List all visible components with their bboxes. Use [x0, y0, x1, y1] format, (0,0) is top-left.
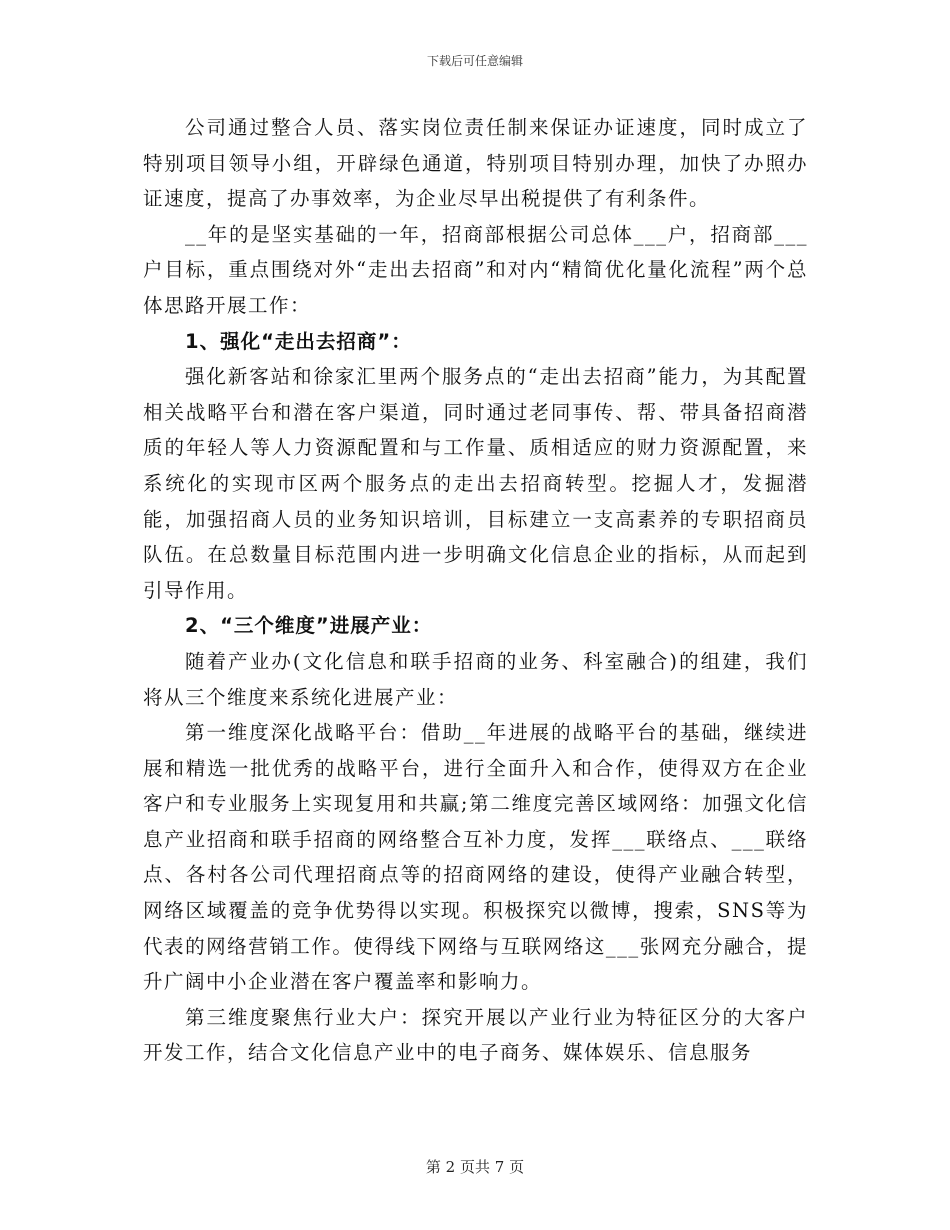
page-header: 下载后可任意编辑: [426, 54, 523, 68]
document-body: [143, 110, 808, 1071]
paragraph-1: 公司通过整合人员、落实岗位责任制来保证办证速度，同时成立了特别项目领导小组，开辟绿色通道，特别项目特别办理，加快了办照办证速度，提高了办事效率，为企业尽早出税提供了有利条件。: [143, 116, 808, 211]
section-heading-1: 1、强化“走出去招商”：: [185, 329, 412, 353]
paragraph-5: 第一维度深化战略平台：借助__年进展的战略平台的基础，继续进展和精选一批优秀的战略平台，进行全面升入和合作，使得双方在企业客户和专业服务上实现复用和共赢;第二维度完善区域网络：加强文化信息产业招商和联手招商的网络整合互补力度，发挥___联络点、___联络点、各村各公司代理招商点等的招商网络的建设，使得产业融合转型，网络区域覆盖的竞争优势得以实现。积极探究以微博，搜索，SNS等为代表的网络营销工作。使得线下网络与互联网络这___张网充分融合，提升广阔中小企业潜在客户覆盖率和影响力。: [143, 721, 808, 994]
page-footer: 第 2 页共 7 页: [425, 1158, 525, 1176]
section-heading-2: 2、“三个维度”进展产业：: [185, 614, 433, 638]
paragraph-4: 随着产业办(文化信息和联手招商的业务、科室融合)的组建，我们将从三个维度来系统化进展产业：: [143, 649, 808, 709]
paragraph-3: 强化新客站和徐家汇里两个服务点的“走出去招商”能力，为其配置相关战略平台和潜在客户渠道，同时通过老同事传、帮、带具备招商潜质的年轻人等人力资源配置和与工作量、质相适应的财力资源配置，来系统化的实现市区两个服务点的走出去招商转型。挖掘人才，发掘潜能，加强招商人员的业务知识培训，目标建立一支高素养的专职招商员队伍。在总数量目标范围内进一步明确文化信息企业的指标，从而起到引导作用。: [143, 365, 808, 602]
paragraph-2: __年的是坚实基础的一年，招商部根据公司总体___户，招商部___户目标，重点围绕对外“走出去招商”和对内“精简优化量化流程”两个总体思路开展工作：: [143, 222, 808, 317]
paragraph-6: 第三维度聚焦行业大户：探究开展以产业行业为特征区分的大客户开发工作，结合文化信息产业中的电子商务、媒体娱乐、信息服务: [143, 1005, 808, 1065]
